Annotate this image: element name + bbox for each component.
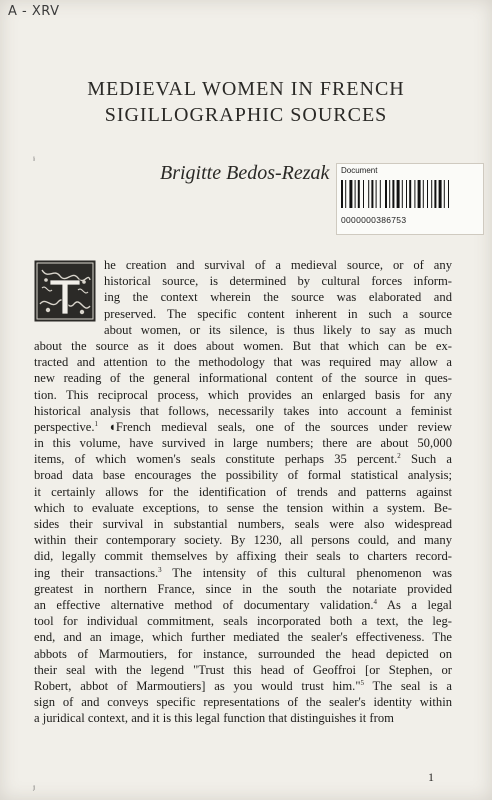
body-line: ing their transactions.$^3$ The intensity of this cultural phenomenon was [34, 565, 452, 580]
body-line: in this volume, have survived in large numbers; there are about 50,000 [34, 436, 452, 451]
barcode-bar [418, 180, 421, 208]
body-line: he creation and survival of a medieval source, or of any [104, 258, 452, 272]
body-line: which to evaluate exceptions, to sense the tension within a system. Be- [34, 500, 452, 515]
body-line: end, and an image, which further mediated the sealer's effectiveness. The [34, 630, 452, 645]
barcode-bar [368, 180, 369, 208]
barcode-bar [402, 180, 403, 208]
body-line: tool for individual commitment, seals incorporated both a text, the leg- [34, 614, 452, 629]
barcode-bar [406, 180, 407, 208]
barcode-bar [439, 180, 442, 208]
barcode-bar [448, 180, 449, 208]
barcode-bar [345, 180, 346, 208]
barcode-bar [409, 180, 411, 208]
body-line: preserved. The specific content inherent in such a source [104, 306, 452, 321]
body-line: new reading of the general informational content of the source in ques- [34, 371, 452, 386]
library-barcode-label [336, 163, 484, 235]
barcode-bar [380, 180, 381, 208]
barcode-label-text: Document [341, 166, 378, 175]
author-name: Brigitte Bedos-Rezak [160, 162, 330, 184]
barcode-bar [363, 180, 364, 208]
barcode-bar [358, 180, 360, 208]
body-line: their seal with the legend "Trust this head of Geoffroi [or Stephen, or [34, 662, 452, 677]
barcode-bar [392, 180, 394, 208]
body-line: sign of and conveys specific representations of the sealer's identity within [34, 695, 452, 710]
body-line: about women, or its silence, is thus likely to say as much [104, 322, 452, 337]
body-line: did, legally commit themselves by affixing their seals to charters record- [34, 549, 452, 564]
barcode-bar [389, 180, 390, 208]
body-line: within their contemporary society. By 1230, all persons could, and many [34, 533, 452, 548]
page-number: 1 [428, 770, 434, 784]
barcode-bar [371, 180, 373, 208]
margin-mark: ⁱ [33, 156, 36, 167]
barcode-bar [414, 180, 415, 208]
body-line: a juridical context, and it is this legal function that distinguishes it from [34, 711, 394, 726]
body-line: about the source as it does about women. But that which can be ex- [34, 338, 452, 353]
body-line: Robert, abbot of Marmoutiers] as you would trust him."$^5$ The seal is a [34, 678, 453, 693]
barcode-bar [427, 180, 428, 208]
body-line: an effective alternative method of documentary validation.$^4$ As a legal [34, 597, 452, 612]
body-line: tion. This reciprocal process, which provides an enlarged basis for any [34, 387, 452, 402]
barcode-bar [423, 180, 424, 208]
barcode-bar [355, 180, 356, 208]
body-line: abbots of Marmoutiers, for instance, surrounded the head depicted on [34, 646, 452, 661]
body-line: historical analysis that follows, necessarily takes into account a feminist [34, 403, 452, 418]
article-body [34, 257, 452, 726]
body-line: historical source, is determined by cultural forces inform- [104, 274, 452, 289]
barcode-bar [349, 180, 352, 208]
barcode-bar [385, 180, 387, 208]
body-line: ing the context wherein the source was elaborated and [104, 290, 452, 305]
title-line-2: SIGILLOGRAPHIC SOURCES [104, 104, 388, 126]
decorated-initial-t-icon [34, 260, 96, 322]
barcode-bar [444, 180, 445, 208]
handwritten-note: A - XRV [8, 4, 60, 19]
barcode-number: 0000000386753 [341, 215, 407, 225]
margin-mark-bottom: ʲ [33, 783, 35, 795]
body-line: tracted and attention to the methodology that was required may allow a [34, 355, 452, 370]
page-title [0, 76, 492, 128]
body-line: items, of which women's seals constitute perhaps 35 percent.$^2$ Such a [34, 452, 452, 467]
body-line: sides their survival in substantial numbers, seals were also widespread [34, 517, 452, 531]
title-line-1: MEDIEVAL WOMEN IN FRENCH [87, 78, 405, 100]
body-line: broad data base encourages the possibility of formal statistical analysis; [34, 468, 452, 483]
barcode-bar [397, 180, 400, 208]
barcode-bar [376, 180, 377, 208]
barcode-bar [434, 180, 436, 208]
barcode-bar [431, 180, 432, 208]
barcode-icon [341, 180, 477, 208]
barcode-bar [341, 180, 343, 208]
body-line: it certainly allows for the identification of trends and patterns against [34, 484, 452, 499]
body-lines [34, 257, 452, 726]
body-line: perspective.$^1$ ◖French medieval seals, one of the sources under review [34, 419, 452, 434]
body-line: greatest in northern France, since in the south the notariate provided [34, 581, 452, 596]
